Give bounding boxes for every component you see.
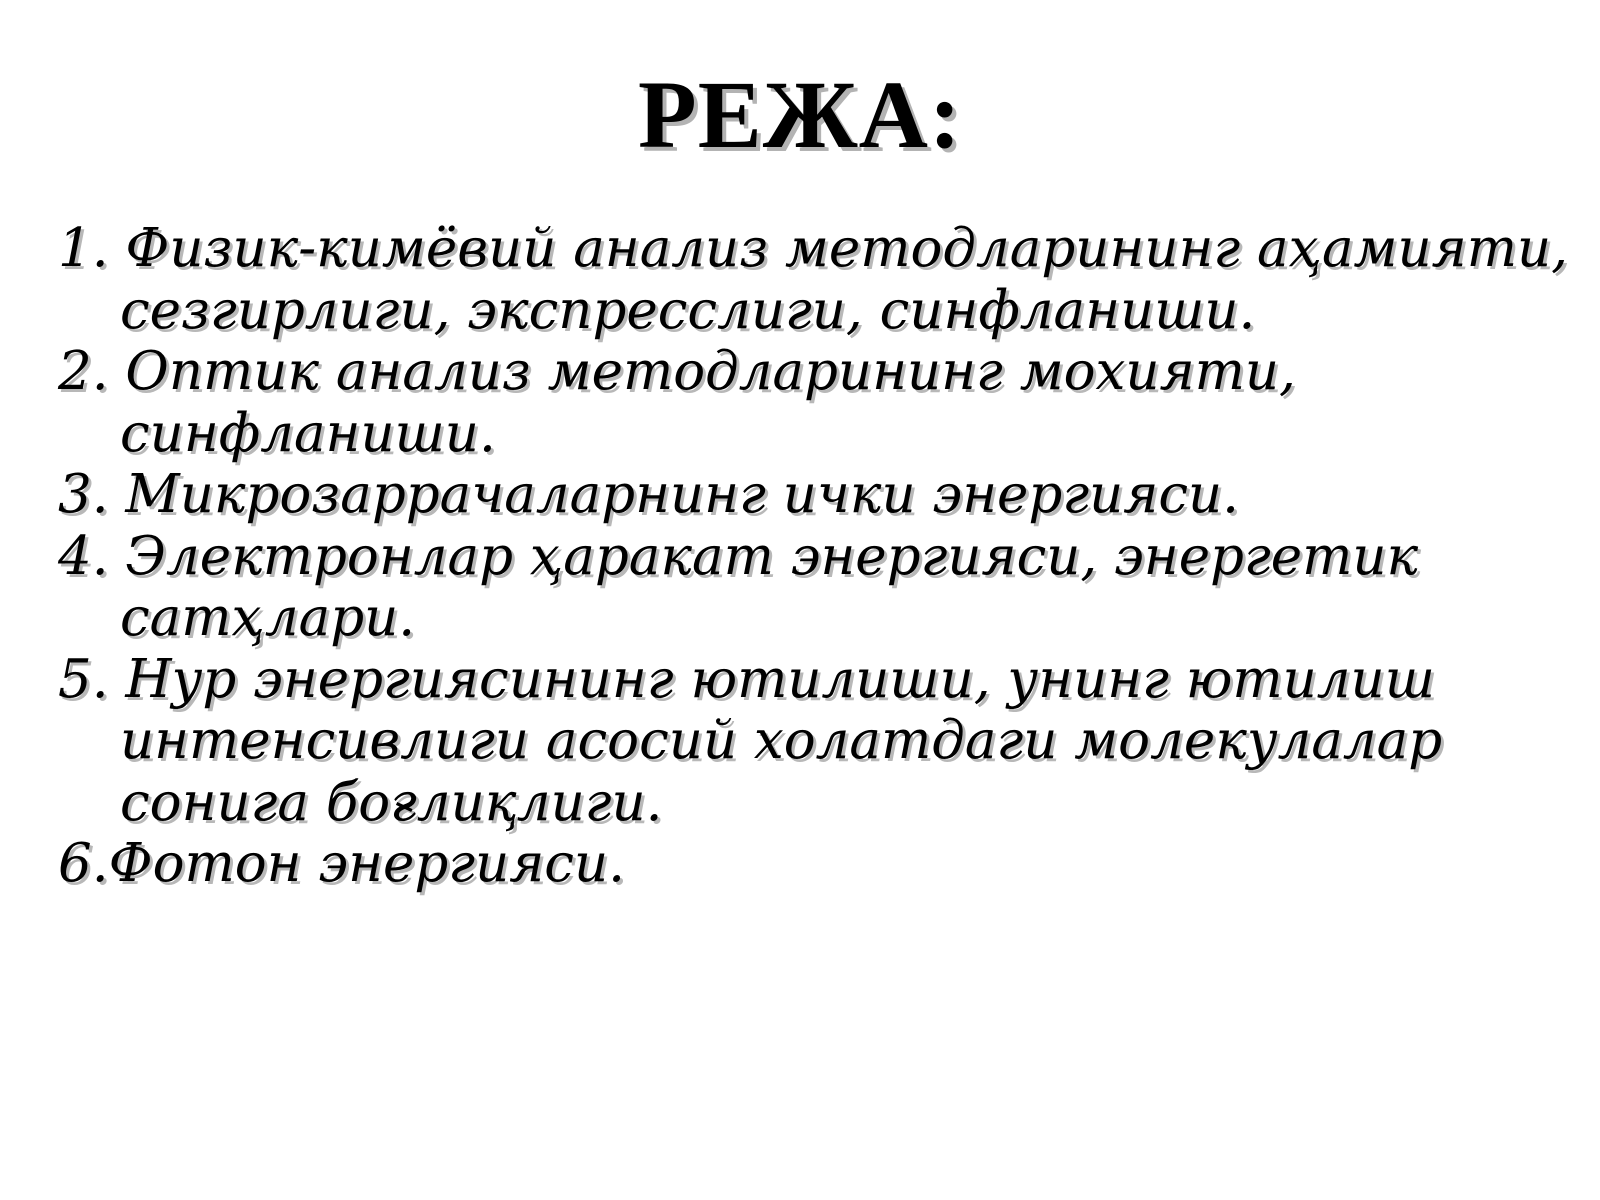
outline-list xyxy=(58,218,1578,895)
outline-item-number: 3. xyxy=(58,464,126,525)
outline-item-text: Электронлар ҳаракат энергияси, энергетик сатҳлари. xyxy=(120,525,1419,648)
outline-item-text: Микрозаррачаларнинг ички энергияси. xyxy=(125,464,1239,525)
outline-item-6 xyxy=(58,833,1578,895)
outline-item-2 xyxy=(58,341,1578,464)
outline-item-3 xyxy=(58,464,1578,526)
outline-item-text: Оптик анализ методларининг мохияти, синфланиши. xyxy=(120,341,1296,464)
outline-item-5 xyxy=(58,649,1578,834)
outline-item-number: 4. xyxy=(58,525,126,587)
outline-item-4 xyxy=(58,526,1578,649)
outline-item-text: Нур энергиясининг ютилиши, унинг ютилиш интенсивлиги асосий холатдаги молекулалар сонига боғлиқлиги. xyxy=(120,648,1443,833)
outline-item-number: 5. xyxy=(58,648,126,710)
outline-item-number: 2. xyxy=(58,341,126,402)
slide-title: РЕЖА: xyxy=(638,61,962,168)
outline-item-number: 6. xyxy=(58,833,109,894)
outline-item-1 xyxy=(58,218,1578,341)
outline-item-text: Физик-кимёвий анализ методларининг аҳамияти, сезгирлиги, экспресслиги, синфланиши. xyxy=(120,218,1568,341)
outline-item-number: 1. xyxy=(58,218,126,279)
outline-item-text: Фотон энергияси. xyxy=(108,833,625,894)
